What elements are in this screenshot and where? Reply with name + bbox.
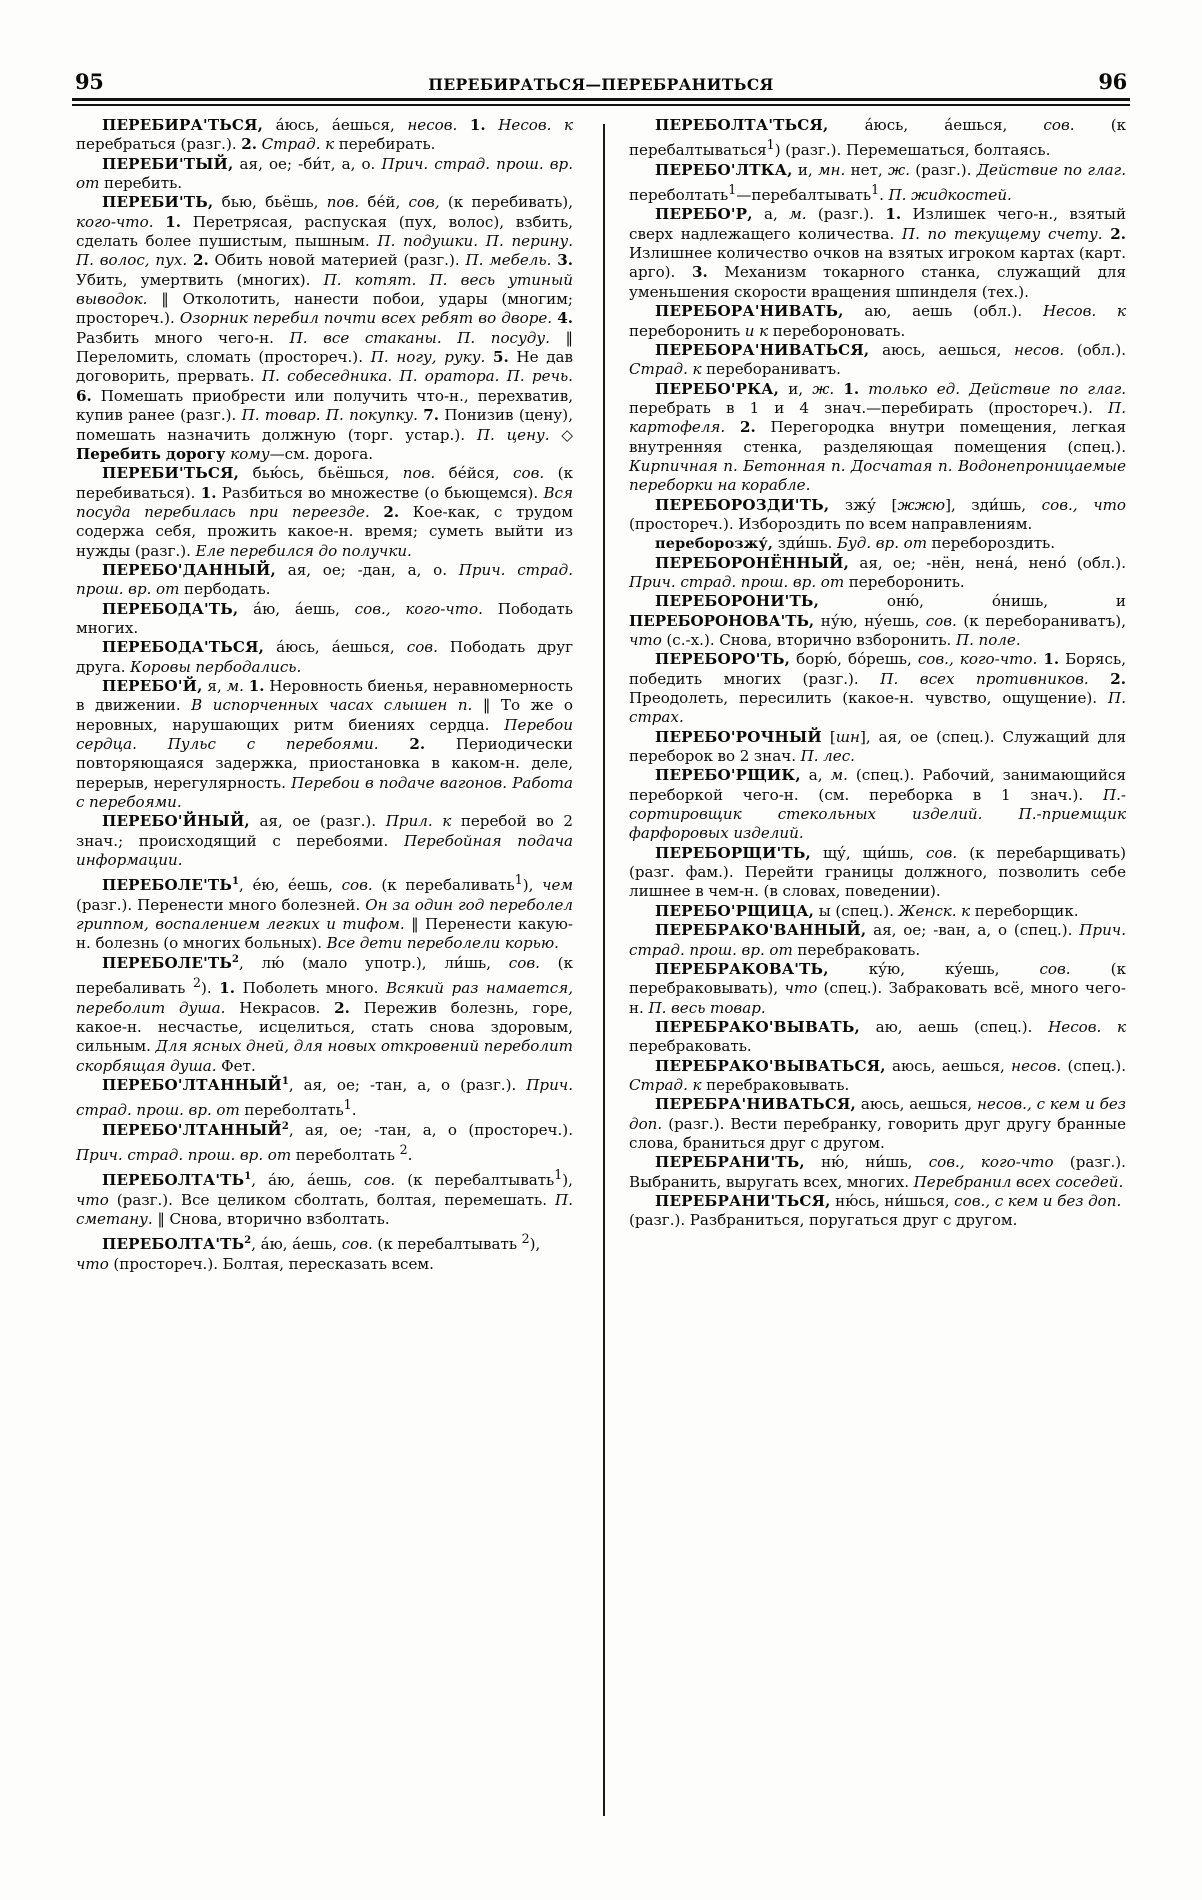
dictionary-entry: [76, 193, 573, 464]
entry-headword: ПЕРЕБОРЩИ'ТЬ,: [655, 843, 811, 862]
entry-body: зди́шь. Буд. вр. от перебороздить.: [773, 534, 1056, 553]
entry-headword: ПЕРЕБОЛЕ'ТЬ: [102, 876, 233, 895]
entry-headword: ПЕРЕБО'ЛТАННЫЙ: [102, 1075, 282, 1094]
entry-headword: ПЕРЕБИ'ТЬ,: [102, 193, 214, 212]
entry-headword: ПЕРЕБИ'ТЫЙ,: [102, 154, 234, 173]
entry-body: аю, аешь (обл.). Несов. к переборонить и к перебороновать.: [629, 302, 1126, 340]
folio-right: 96: [1098, 69, 1127, 94]
entry-headword: ПЕРЕБОЛТА'ТЬСЯ,: [655, 116, 829, 134]
entry-body: ая, ое; -би́т, а, о. Прич. страд. прош. вр. от перебить.: [76, 154, 573, 193]
rule-thin: [72, 104, 1130, 106]
header-rule: [72, 98, 1130, 106]
entry-body: ку́ю, ку́ешь, сов. (к перебраковывать), что (спец.). Забраковать всё, много чего-н. П. весь товар.: [629, 959, 1127, 1017]
dictionary-entry: [629, 554, 1126, 593]
column-left: [76, 116, 573, 1846]
entry-body: и, ж. 1. только ед. Действие по глаг. перебрать в 1 и 4 знач.—перебирать (простореч.). П. картофеля. 2. Перегородка внутри помещения, легкая внутренняя стенка, разделяющая помещения (спец.). Кирпичная п. Бетонная п. Досчатая п. Водонепроницаемые переборки на корабле.: [629, 379, 1126, 495]
entry-headword: ПЕРЕБО'РКА,: [655, 379, 780, 398]
dictionary-entry: [629, 1057, 1126, 1096]
entry-body: а́ю, а́ешь, сов., кого-что. Пободать многих.: [76, 599, 573, 637]
entry-body: щу́, щи́шь, сов. (к перебарщивать) (разг. фам.). Перейти границы должного, позволить себе лишнее в чем-н. (в словах, поведении).: [629, 843, 1126, 901]
dictionary-entry: [76, 600, 573, 639]
entry-headword: ПЕРЕБРАНИ'ТЬ,: [655, 1153, 805, 1172]
entry-body: , ая, ое; -тан, а, о (разг.). Прич. страд. прош. вр. от переболтать$^1$.: [76, 1075, 573, 1120]
entry-body: оню́, о́нишь, и ПЕРЕБОРОНОВА'ТЬ, ну́ю, ну́ешь, сов. (к перебораниватъ), что (с.-х.). Снова, вторично взборонить. П. поле.: [629, 592, 1126, 649]
dictionary-entry: [76, 812, 573, 870]
dictionary-entry: [76, 1121, 573, 1166]
dictionary-entry: [76, 638, 573, 677]
dictionary-entry: [76, 561, 573, 600]
entry-body: аюсь, аешься, несов. (обл.). Страд. к перебораниватъ.: [629, 340, 1127, 379]
entry-headword: ПЕРЕБОЛТА'ТЬ: [102, 1235, 245, 1254]
entry-headword: ПЕРЕБО'ЙНЫЙ,: [102, 812, 250, 831]
dictionary-entry: [629, 205, 1126, 302]
page-header: [75, 62, 1127, 92]
entry-headword: ПЕРЕБО'РЩИК,: [655, 766, 801, 785]
dictionary-entry: [76, 1076, 573, 1121]
entry-headword: ПЕРЕБОЛЕ'ТЬ: [102, 953, 233, 972]
running-head: ПЕРЕБИРАТЬСЯ—ПЕРЕБРАНИТЬСЯ: [428, 74, 774, 94]
entry-body: зжу́ [жжю], зди́шь, сов., что (простореч.). Избороздить по всем направлениям.: [629, 495, 1126, 533]
entry-headword: ПЕРЕБО'Р,: [655, 205, 753, 224]
dictionary-entry: [629, 1018, 1126, 1057]
entry-headword: ПЕРЕБОДА'ТЬСЯ,: [102, 638, 265, 657]
dictionary-entry: [629, 496, 1126, 535]
entry-body: я, м. 1. Неровность биенья, неравномерность в движении. В испорченных часах слышен п. ‖ То же о неровных, нарушающих ритм биениях сердца. Перебои сердца. Пульс с перебоями. 2. Периодически повторяющаяся задержка, приостановка в каком-н. деле, перерыв, нерегулярность. Перебои в подаче вагонов. Работа с перебоями.: [76, 676, 574, 812]
dictionary-entry: [629, 341, 1126, 380]
entry-body: , а́ю, а́ешь, сов. (к перебалтывать$^1$), что (разг.). Все целиком сболтать, болтая, перемешать. П. сметану. ‖ Снова, вторично взболтать.: [76, 1167, 573, 1229]
dictionary-entry: [76, 954, 573, 1076]
entry-body: ая, ое; -нён, нена́, нено́ (обл.). Прич. страд. прош. вр. от переборонить.: [629, 553, 1126, 591]
entry-headword: ПЕРЕБОРОНИ'ТЬ,: [655, 592, 820, 611]
entry-body: ая, ое (разг.). Прил. к перебой во 2 знач.; происходящий с перебоями. Перебойная подача информации.: [76, 812, 573, 870]
entry-body: а́юсь, а́ешься, сов. (к перебалтываться$^1$) (разг.). Перемешаться, болтаясь.: [629, 116, 1127, 160]
dictionary-entry: [629, 1192, 1126, 1231]
dictionary-entry: [629, 1153, 1126, 1192]
entry-body: аюсь, аешься, несов., с кем и без доп. (разг.). Вести перебранку, говорить друг другу бранные слова, браниться друг с другом.: [629, 1095, 1126, 1152]
entry-body: ая, ое; -дан, а, о. Прич. страд. прош. вр. от пербодать.: [76, 560, 573, 599]
entry-headword: переборозжу́,: [655, 535, 774, 553]
entry-headword: ПЕРЕБО'РЩИЦА,: [655, 901, 815, 920]
dictionary-entry: [629, 534, 1126, 553]
entry-body: а, м. (спец.). Рабочий, занимающийся переборкой чего-н. (см. переборка в 1 знач.). П.-сортировщик стекольных изделий. П.-приемщик фарфоровых изделий.: [629, 766, 1127, 843]
homonym-superscript: 1: [244, 1171, 252, 1183]
folio-left: 95: [75, 69, 104, 94]
dictionary-entry: [76, 870, 573, 953]
entry-headword: ПЕРЕБИ'ТЬСЯ,: [102, 464, 240, 483]
dictionary-entry: [76, 677, 573, 812]
entry-body: , а́ю, а́ешь, сов. (к перебалтывать $^2$), что (простореч.). Болтая, пересказать всем.: [76, 1231, 541, 1273]
dictionary-entry: [629, 960, 1126, 1018]
entry-body: бью́сь, бьёшься, пов. бе́йся, сов. (к перебиваться). 1. Разбиться во множестве (о бьющемся). Вся посуда перебилась при переезде. 2. Кое-как, с трудом содержа себя, прожить какое-н. время; суметь выйти из нужды (разг.). Еле перебился до получки.: [76, 464, 574, 560]
entry-body: аю, аешь (спец.). Несов. к перебраковать.: [629, 1017, 1126, 1056]
dictionary-entry: [629, 161, 1126, 206]
entry-body: , лю́ (мало употр.), ли́шь, сов. (к перебаливать $^2$). 1. Поболеть много. Всякий раз намается, переболит душа. Некрасов. 2. Пережив болезнь, горе, какое-н. несчастье, исцелиться, стать снова здоровым, сильным. Для ясных дней, для новых откровений переболит скорбящая душа. Фет.: [76, 953, 574, 1075]
homonym-superscript: 2: [244, 1235, 252, 1247]
homonym-superscript: 1: [281, 1075, 289, 1087]
entry-headword: ПЕРЕБОДА'ТЬ,: [102, 599, 239, 618]
dictionary-entry: [629, 380, 1126, 496]
entry-body: борю́, бо́решь, сов., кого-что. 1. Борясь, победить многих (разг.). П. всех противников. 2. Преодолеть, пересилить (какое-н. чувство, ощущение). П. страх.: [629, 650, 1126, 727]
dictionary-entry: [629, 921, 1126, 960]
dictionary-entry: [629, 1095, 1126, 1153]
entry-body: аюсь, аешься, несов. (спец.). Страд. к перебраковывать.: [629, 1056, 1127, 1094]
dictionary-entry: [629, 766, 1126, 843]
entry-body: ню́, ни́шь, сов., кого-что (разг.). Выбранить, выругать всех, многих. Перебранил всех соседей.: [629, 1153, 1126, 1191]
entry-body: ая, ое; -ван, а, о (спец.). Прич. страд. прош. вр. от перебраковать.: [629, 921, 1126, 959]
text-body: [76, 116, 1126, 1846]
entry-body: а, м. (разг.). 1. Излишек чего-н., взятый сверх надлежащего количества. П. по текущему счету. 2. Излишнее количество очков на взятых игроком картах (карт. арго). 3. Механизм токарного станка, служащий для уменьшения скорости вращения шпинделя (тех.).: [629, 205, 1127, 301]
dictionary-entry: [629, 844, 1126, 902]
homonym-superscript: 2: [232, 953, 239, 965]
dictionary-entry: [629, 592, 1126, 650]
entry-headword: ПЕРЕБИРА'ТЬСЯ,: [102, 116, 264, 134]
entry-headword: ПЕРЕБОРОНЁННЫЙ,: [655, 553, 850, 572]
entry-headword: ПЕРЕБОЛТА'ТЬ: [102, 1171, 245, 1190]
entry-headword: ПЕРЕБО'Й,: [102, 676, 203, 695]
entry-headword: ПЕРЕБРА'НИВАТЬСЯ,: [655, 1095, 857, 1114]
entry-body: , е́ю, е́ешь, сов. (к перебаливать$^1$), чем (разг.). Перенести много болезней. Он за один год переболел гриппом, воспалением легких и тифом. ‖ Перенести какую-н. болезнь (о многих больных). Все дети переболели корью.: [76, 872, 573, 953]
homonym-superscript: 2: [281, 1120, 289, 1132]
entry-headword: ПЕРЕБОРА'НИВАТЬСЯ,: [655, 340, 870, 359]
dictionary-entry: [76, 1165, 573, 1229]
dictionary-entry: [629, 728, 1126, 767]
entry-body: , ая, ое; -тан, а, о (простореч.). Прич. страд. прош. вр. от переболтать $^2$.: [76, 1120, 573, 1164]
entry-headword: ПЕРЕБОРОЗДИ'ТЬ,: [655, 495, 830, 514]
entry-body: ы (спец.). Женск. к переборщик.: [814, 901, 1079, 920]
entry-headword: ПЕРЕБРАКОВА'ТЬ,: [655, 959, 829, 978]
dictionary-entry: [629, 650, 1126, 727]
entry-headword: ПЕРЕБОРО'ТЬ,: [655, 650, 791, 669]
entry-body: а́юсь, а́ешься, сов. Пободать друг друга. Коровы пербодались.: [76, 638, 574, 676]
entry-headword: ПЕРЕБО'ЛТАННЫЙ: [102, 1120, 282, 1139]
entry-headword: ПЕРЕБО'РОЧНЫЙ: [655, 727, 822, 746]
dictionary-entry: [629, 116, 1126, 161]
dictionary-entry: [76, 116, 573, 155]
entry-headword: ПЕРЕБО'ЛТКА,: [655, 160, 793, 179]
dictionary-entry: [76, 155, 573, 194]
entry-body: и, мн. нет, ж. (разг.). Действие по глаг. переболтать$^1$—перебалтывать$^1$. П. жидкостей.: [629, 160, 1126, 205]
entry-body: бью, бьёшь, пов. бе́й, сов, (к перебивать), кого-что. 1. Перетрясая, распуская (пух, волос), взбить, сделать более пушистым, пышным. П. подушки. П. перину. П. волос, пух. 2. Обить новой материей (разг.). П. мебель. 3. Убить, умертвить (многих). П. котят. П. весь утиный выводок. ‖ Отколотить, нанести побои, удары (многим; простореч.). Озорник перебил почти всех ребят во дворе. 4. Разбить много чего-н. П. все стаканы. П. посуду. ‖ Переломить, сломать (простореч.). П. ногу, руку. 5. Не дав договорить, прервать. П. собеседника. П. оратора. П. речь. 6. Помешать приобрести или получить что-н., перехватив, купив ранее (разг.). П. товар. П. покупку. 7. Понизив (цену), помешать назначить должную (торг. устар.). П. цену. ◇ Перебить дорогу кому—см. дорога.: [76, 193, 573, 463]
entry-headword: ПЕРЕБО'ДАННЫЙ,: [102, 560, 276, 579]
entry-body: [шн], ая, ое (спец.). Служащий для переборок во 2 знач. П. лес.: [629, 727, 1126, 766]
column-right: [629, 116, 1126, 1846]
entry-headword: ПЕРЕБРАНИ'ТЬСЯ,: [655, 1191, 831, 1210]
entry-headword: ПЕРЕБРАКО'ВЫВАТЬСЯ,: [655, 1056, 886, 1075]
dictionary-entry: [629, 902, 1126, 921]
entry-body: ню́сь, ни́шься, сов., с кем и без доп. (разг.). Разбраниться, поругаться друг с другом.: [629, 1191, 1122, 1230]
entry-headword: ПЕРЕБРАКО'ВЫВАТЬ,: [655, 1017, 860, 1036]
dictionary-entry: [76, 1229, 573, 1274]
entry-headword: ПЕРЕБОРА'НИВАТЬ,: [655, 302, 844, 321]
entry-body: а́юсь, а́ешься, несов. 1. Несов. к перебраться (разг.). 2. Страд. к перебирать.: [76, 116, 573, 154]
dictionary-entry: [76, 464, 573, 561]
homonym-superscript: 1: [232, 876, 239, 888]
dictionary-entry: [629, 302, 1126, 341]
entry-headword: ПЕРЕБРАКО'ВАННЫЙ,: [655, 921, 867, 940]
